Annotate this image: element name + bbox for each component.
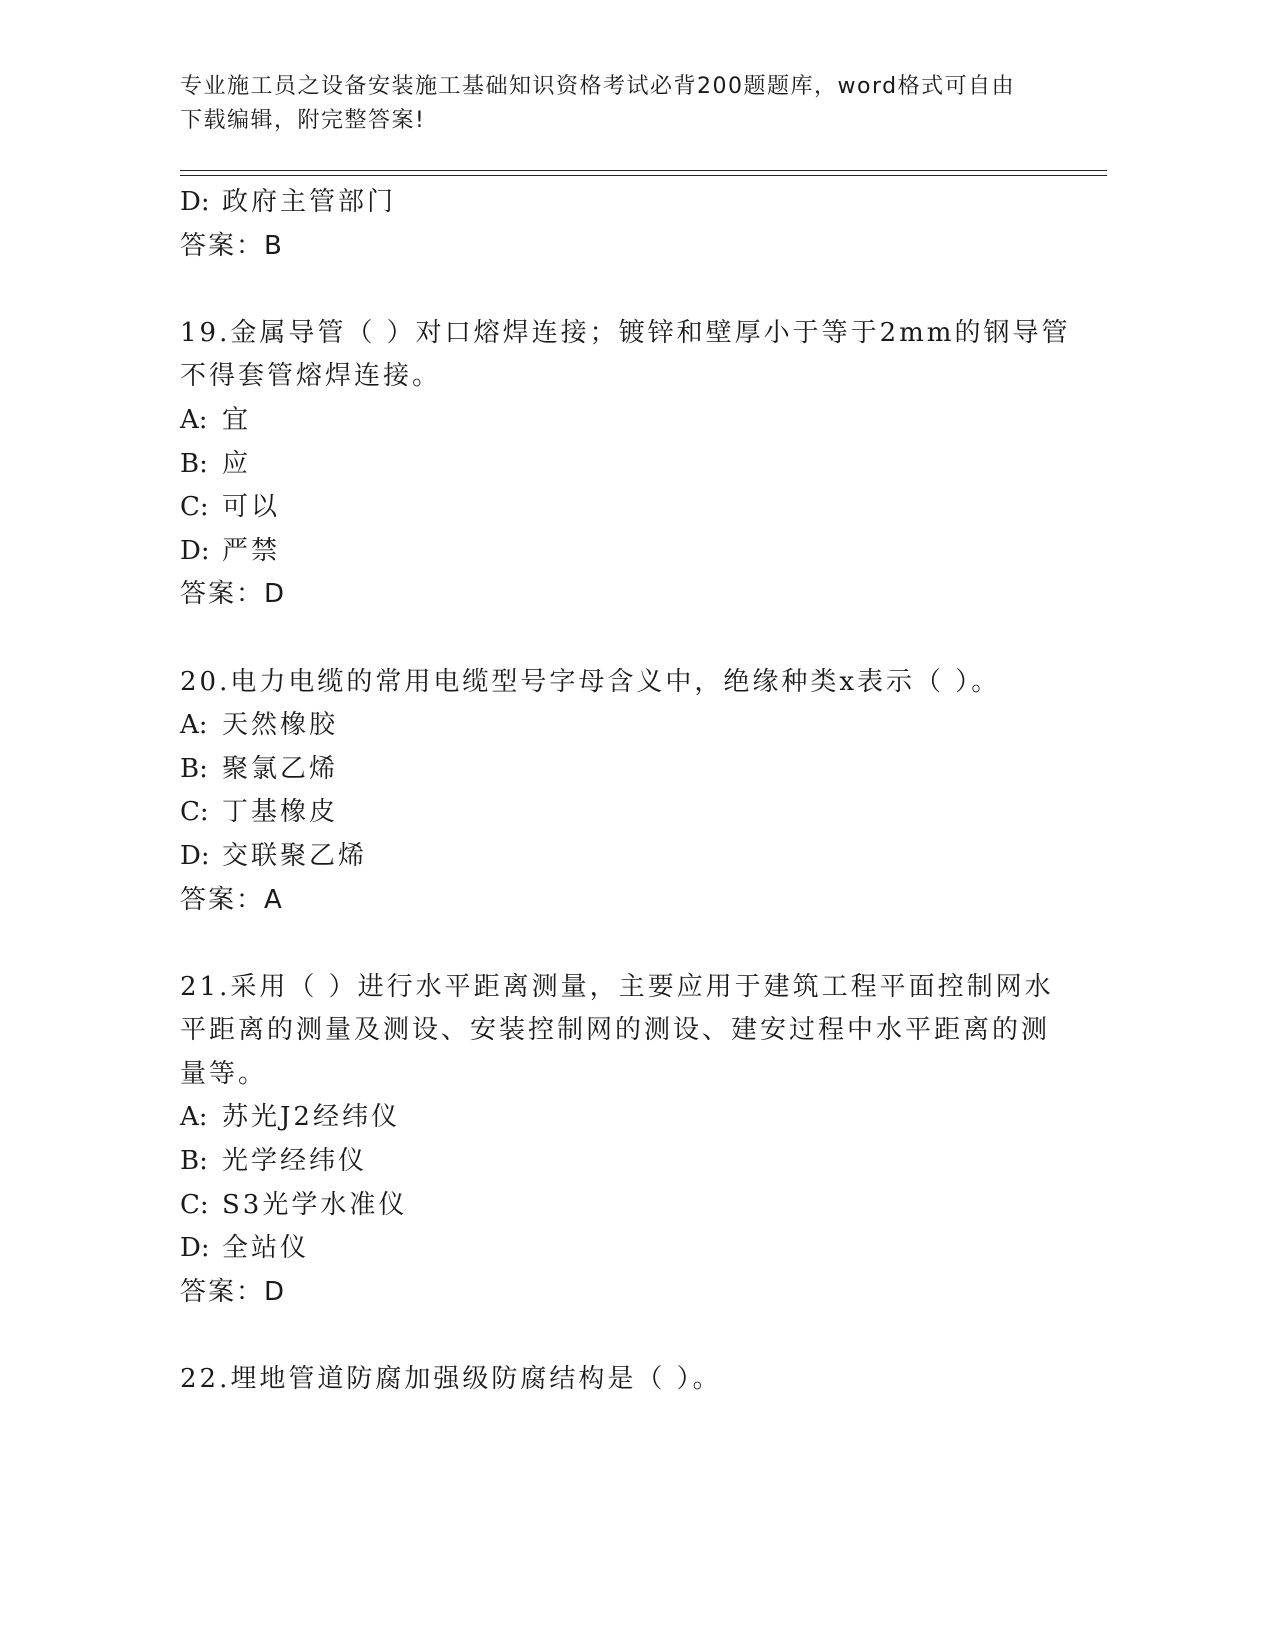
- answer-line: 答案：A: [180, 884, 284, 915]
- option-label: B:: [180, 753, 208, 784]
- header-line-2: 下载编辑，附完整答案!: [180, 108, 426, 133]
- option-label: B:: [180, 448, 208, 479]
- spacer: [180, 1314, 1050, 1358]
- option-label: D:: [180, 535, 210, 566]
- spacer: [180, 617, 1050, 661]
- option-b: [180, 443, 1050, 487]
- option-text: 聚氯乙烯: [222, 753, 339, 784]
- answer-line: 答案：D: [180, 579, 287, 610]
- option-c: [180, 791, 1050, 835]
- question-19-stem-line-1: 19.金属导管（ ）对口熔焊连接；镀锌和壁厚小于等于2mm的钢导管: [180, 317, 1071, 348]
- option-text: 政府主管部门: [222, 187, 397, 217]
- option-a: [180, 704, 1050, 748]
- option-a: [180, 1096, 1050, 1140]
- question-21-stem-line-3: 量等。: [180, 1058, 268, 1089]
- option-text: 可以: [222, 492, 281, 523]
- option-label: C:: [180, 1189, 209, 1220]
- option-text: 宜: [222, 404, 252, 435]
- option-label: A:: [180, 404, 208, 435]
- option-d: [180, 835, 1050, 879]
- answer-line: 答案：D: [180, 1276, 287, 1307]
- option-label: A:: [180, 710, 208, 741]
- option-text: 全站仪: [222, 1233, 310, 1264]
- question-20-stem-line-1: 20.电力电缆的常用电缆型号字母含义中，绝缘种类x表示（ ）。: [180, 666, 1001, 697]
- option-text: 严禁: [222, 535, 281, 566]
- option-label: D:: [180, 1233, 210, 1264]
- spacer: [180, 922, 1050, 966]
- option-text: 光学经纬仪: [222, 1146, 368, 1177]
- document-header: [180, 70, 1040, 138]
- option-c: [180, 486, 1050, 530]
- answer-line: 答案：B: [180, 230, 284, 261]
- option-label: D:: [180, 187, 210, 217]
- question-22-stem-line-1: 22.埋地管道防腐加强级防腐结构是（ ）。: [180, 1364, 722, 1395]
- option-label: C:: [180, 797, 209, 828]
- header-rule-bottom: [180, 175, 1107, 176]
- header-line-1: 专业施工员之设备安装施工基础知识资格考试必背200题题库，word格式可自由: [180, 74, 1016, 99]
- option-text: 丁基橡皮: [222, 797, 339, 828]
- option-d: [180, 530, 1050, 574]
- option-label: A:: [180, 1102, 208, 1133]
- option-d: [180, 1227, 1050, 1271]
- option-text: 交联聚乙烯: [222, 840, 368, 871]
- option-label: B:: [180, 1146, 208, 1177]
- question-21-stem-line-2: 平距离的测量及测设、安装控制网的测设、建安过程中水平距离的测: [180, 1015, 1051, 1046]
- option-label: D:: [180, 840, 210, 871]
- option-text: 苏光J2经纬仪: [222, 1102, 400, 1133]
- spacer: [180, 268, 1050, 312]
- option-label: C:: [180, 492, 209, 523]
- option-b: [180, 1140, 1050, 1184]
- option-b: [180, 748, 1050, 792]
- option-text: 应: [222, 448, 252, 479]
- option-a: [180, 399, 1050, 443]
- question-21-stem-line-1: 21.采用（ ）进行水平距离测量，主要应用于建筑工程平面控制网水: [180, 971, 1054, 1002]
- option-text: 天然橡胶: [222, 710, 339, 741]
- question-content: [180, 181, 1071, 1402]
- option-c: [180, 1184, 1050, 1228]
- question-19-stem-line-2: 不得套管熔焊连接。: [180, 361, 442, 392]
- header-rule-top: [180, 170, 1107, 171]
- option-d: [180, 181, 1050, 225]
- option-text: S3光学水准仪: [222, 1189, 408, 1220]
